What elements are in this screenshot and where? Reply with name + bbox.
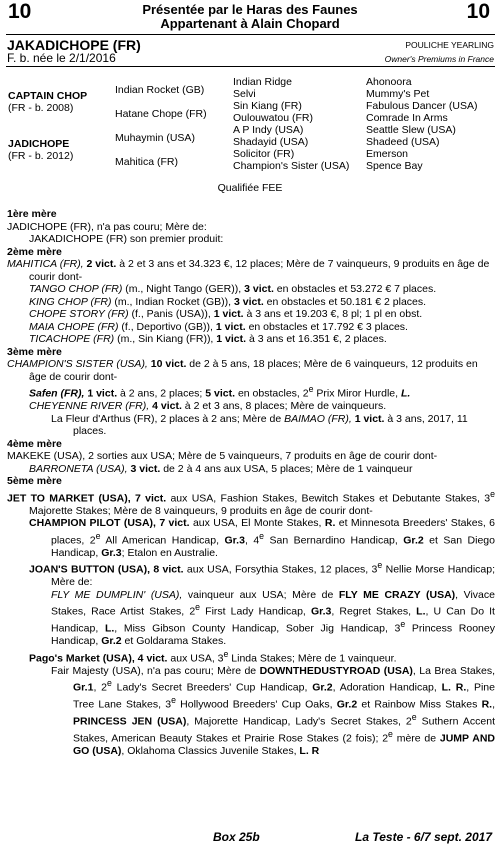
gen3-item: Oulouwatou (FR) — [233, 112, 313, 124]
pedigree-entry: CHOPE STORY (FR) (f., Panis (USA)), 1 vict. à 3 ans et 19.203 €, 8 pl; 1 pl en obst. — [29, 308, 423, 320]
presenter-line: Présentée par le Haras des Faunes — [142, 2, 358, 17]
gen4-item: Fabulous Dancer (USA) — [366, 100, 478, 112]
granddam-paternal: Hatane Chope (FR) — [115, 108, 207, 120]
horse-birth: F. b. née le 2/1/2016 — [7, 51, 116, 65]
lot-number-left: 10 — [8, 0, 32, 23]
horse-name: JAKADICHOPE (FR) — [7, 37, 141, 53]
gen3-item: Champion's Sister (USA) — [233, 160, 350, 172]
gen4-item: Emerson — [366, 148, 409, 160]
gen3-item: Indian Ridge — [233, 76, 292, 88]
pedigree-entry: Fair Majesty (USA), n'a pas couru; Mère de DOWNTHEDUSTYROAD (USA), La Brea Stakes, Gr.1, 2e Lady's Secret Breeders' Cup Handicap, Gr.2, Adoration Handicap, L. R., Pine Tree Lane Stakes, 3e Hollywood Breeders' Cup Oaks, Gr.2 et Rainbow Miss Stakes R., PRINCESS JEN (USA), Majorette Handicap, Lady's Secret Stakes, 2e Suthern Accent Stakes, American Beauty Stakes et Prairie Rose Stakes (2 fois); 2e mère de JUMP AND GO (USA), Oklahoma Classics Juvenile Stakes, L. R — [51, 664, 495, 757]
pedigree-entry: JET TO MARKET (USA), 7 vict. aux USA, Fashion Stakes, Bewitch Stakes et Debutante Stakes, 3e Majorette Stakes; Mère de 8 vainqueurs, 9 produits en âge de courir dont- — [7, 488, 495, 517]
lot-number-right: 10 — [466, 0, 490, 23]
sire-info: (FR - b. 2008) — [8, 102, 74, 114]
gen4-item: Shadeed (USA) — [366, 136, 440, 148]
grandsire-maternal: Muhaymin (USA) — [115, 132, 195, 144]
pedigree-entry: CHAMPION'S SISTER (USA), 10 vict. de 2 à 5 ans, 18 places; Mère de 6 vainqueurs, 12 produits en âge de courir dont- — [7, 358, 478, 383]
gen4-item: Ahonoora — [366, 76, 412, 88]
mare-section — [7, 438, 495, 476]
dam-name: JADICHOPE — [8, 138, 70, 150]
gen3-item: Shadayid (USA) — [233, 136, 309, 148]
pedigree-entry: FLY ME DUMPLIN' (USA), vainqueur aux USA; Mère de FLY ME CRAZY (USA), Vivace Stakes, Race Artist Stakes, 2e First Lady Handicap, Gr.3, Regret Stakes, L., U Can Do It Handicap, L., Miss Gibson County Handicap, Sober Jig Handicap, 3e Princess Rooney Handicap, Gr.2 et Goldarama Stakes. — [51, 588, 495, 647]
gen3-item: Sin Kiang (FR) — [233, 100, 302, 112]
section-title: 1ère mère — [7, 208, 57, 220]
gen3-item: Solicitor (FR) — [233, 148, 295, 160]
section-title: 4ème mère — [7, 437, 62, 450]
section-title: 5ème mère — [7, 475, 62, 487]
dam-info: (FR - b. 2012) — [8, 150, 74, 162]
mare-section — [7, 208, 495, 246]
gen4-item: Seattle Slew (USA) — [366, 124, 456, 136]
mare-section — [7, 346, 495, 438]
grandsire-paternal: Indian Rocket (GB) — [115, 84, 205, 96]
gen4-item: Mummy's Pet — [366, 88, 430, 100]
qualification: Qualifiée FEE — [217, 182, 283, 194]
pedigree-entry: BARRONETA (USA), 3 vict. de 2 à 4 ans aux USA, 5 places; Mère de 1 vainqueur — [29, 462, 413, 475]
pedigree-entry: Pago's Market (USA), 4 vict. aux USA, 3e Linda Stakes; Mère de 1 vainqueur. — [29, 648, 397, 664]
sale-event: La Teste - 6/7 sept. 2017 — [355, 830, 492, 844]
sire-name: CAPTAIN CHOP — [8, 90, 88, 102]
owner-line: Appartenant à Alain Chopard — [160, 16, 340, 31]
pedigree-entry: CHEYENNE RIVER (FR), 4 vict. à 2 et 3 ans, 8 places; Mère de vainqueurs. — [29, 400, 387, 412]
horse-category: POULICHE YEARLING — [405, 40, 494, 50]
pedigree-entry: JADICHOPE (FR), n'a pas couru; Mère de: — [7, 220, 207, 233]
header-rule — [6, 34, 495, 35]
granddam-maternal: Mahitica (FR) — [115, 156, 179, 168]
pedigree-top-rule — [6, 66, 495, 67]
pedigree-entry: Safen (FR), 1 vict. à 2 ans, 2 places; 5 vict. en obstacles, 2e Prix Miror Hurdle, L. — [29, 384, 411, 400]
pedigree-entry: MAHITICA (FR), 2 vict. à 2 et 3 ans et 34.323 €, 12 places; Mère de 7 vainqueurs, 9 produits en âge de courir dont- — [7, 258, 490, 283]
pedigree-entry: La Fleur d'Arthus (FR), 2 places à 2 ans; Mère de BAIMAO (FR), 1 vict. à 3 ans, 2017, 11 places. — [51, 412, 468, 437]
gen4-item: Comrade In Arms — [366, 112, 448, 124]
pedigree-entry: JAKADICHOPE (FR) son premier produit: — [29, 233, 224, 245]
pedigree-entry: KING CHOP (FR) (m., Indian Rocket (GB)), 3 vict. en obstacles et 50.181 € 2 places. — [29, 295, 427, 308]
mare-section — [7, 475, 495, 758]
pedigree-entry: MAKEKE (USA), 2 sorties aux USA; Mère de 5 vainqueurs, 7 produits en âge de courir dont- — [7, 450, 438, 462]
pedigree-entry: MAIA CHOPE (FR) (f., Deportivo (GB)), 1 vict. en obstacles et 17.792 € 3 places. — [29, 320, 408, 333]
mare-section — [7, 246, 495, 346]
gen3-item: Selvi — [233, 88, 256, 100]
pedigree-entry: JOAN'S BUTTON (USA), 8 vict. aux USA, Forsythia Stakes, 12 places, 3e Nellie Morse Handicap; Mère de: — [29, 560, 496, 588]
pedigree-entry: TICACHOPE (FR) (m., Sin Kiang (FR)), 1 vict. à 3 ans et 16.351 €, 2 places. — [29, 333, 387, 345]
box-number: Box 25b — [213, 830, 260, 844]
pedigree-entry: TANGO CHOP (FR) (m., Night Tango (GER)), 3 vict. en obstacles et 53.272 € 7 places. — [29, 283, 437, 295]
horse-premiums: Owner's Premiums in France — [384, 54, 494, 64]
section-title: 3ème mère — [7, 345, 62, 358]
section-title: 2ème mère — [7, 245, 62, 258]
gen4-item: Spence Bay — [366, 160, 423, 172]
gen3-item: A P Indy (USA) — [233, 124, 304, 136]
pedigree-entry: CHAMPION PILOT (USA), 7 vict. aux USA, El Monte Stakes, R. et Minnesota Breeders' Stakes, 6 places, 2e All American Handicap, Gr.3, 4e San Bernardino Handicap, Gr.2 et San Diego Handicap, Gr.3; Etalon en Australie. — [29, 517, 495, 559]
maternal-line — [7, 208, 495, 758]
